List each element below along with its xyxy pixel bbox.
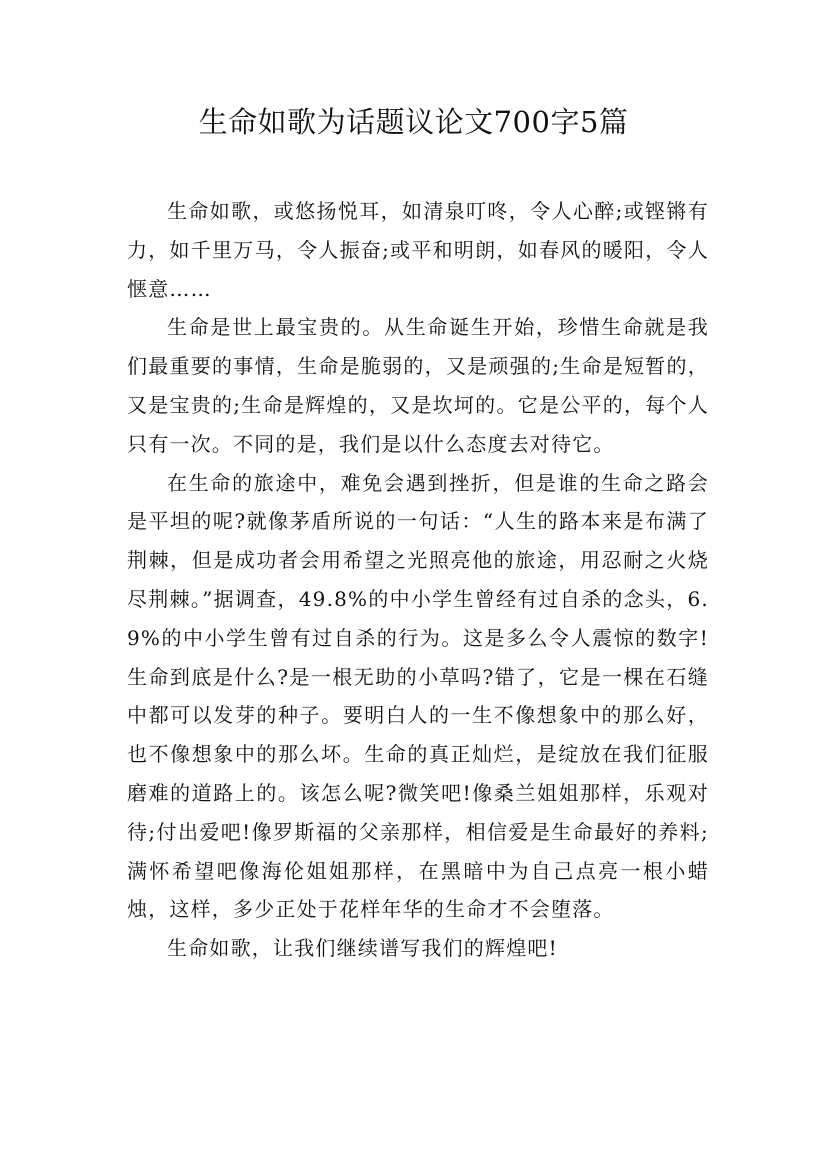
document-title: 生命如歌为话题议论文700字5篇 — [198, 105, 629, 139]
paragraph-2: 生命是世上最宝贵的。从生命诞生开始，珍惜生命就是我们最重要的事情，生命是脆弱的，又是顽强的;生命是短暂的，又是宝贵的;生命是辉煌的，又是坎坷的。它是公平的，每个人只有一次。不同的是，我们是以什么态度去对待它。 — [127, 315, 709, 456]
paragraph-3: 在生命的旅途中，难免会遇到挫折，但是谁的生命之路会是平坦的呢?就像茅盾所说的一句话：“人生的路本来是布满了荆棘，但是成功者会用希望之光照亮他的旅途，用忍耐之火烧尽荆棘。”据调查，49.8%的中小学生曾经有过自杀的念头，6.9%的中小学生曾有过自杀的行为。这是多么令人震惊的数字!生命到底是什么?是一根无助的小草吗?错了，它是一棵在石缝中都可以发芽的种子。要明白人的一生不像想象中的那么好，也不像想象中的那么坏。生命的真正灿烂，是绽放在我们征服磨难的道路上的。该怎么呢?微笑吧!像桑兰姐姐那样，乐观对待;付出爱吧!像罗斯福的父亲那样，相信爱是生命最好的养料;满怀希望吧像海伦姐姐那样，在黑暗中为自己点亮一根小蜡烛，这样，多少正处于花样年华的生命才不会堕落。 — [127, 470, 709, 922]
paragraph-1: 生命如歌，或悠扬悦耳，如清泉叮咚，令人心醉;或铿锵有力，如千里万马，令人振奋;或平和明朗，如春风的暖阳，令人惬意…… — [127, 199, 709, 301]
document-body — [127, 192, 709, 968]
paragraph-4: 生命如歌，让我们继续谱写我们的辉煌吧! — [167, 936, 558, 961]
